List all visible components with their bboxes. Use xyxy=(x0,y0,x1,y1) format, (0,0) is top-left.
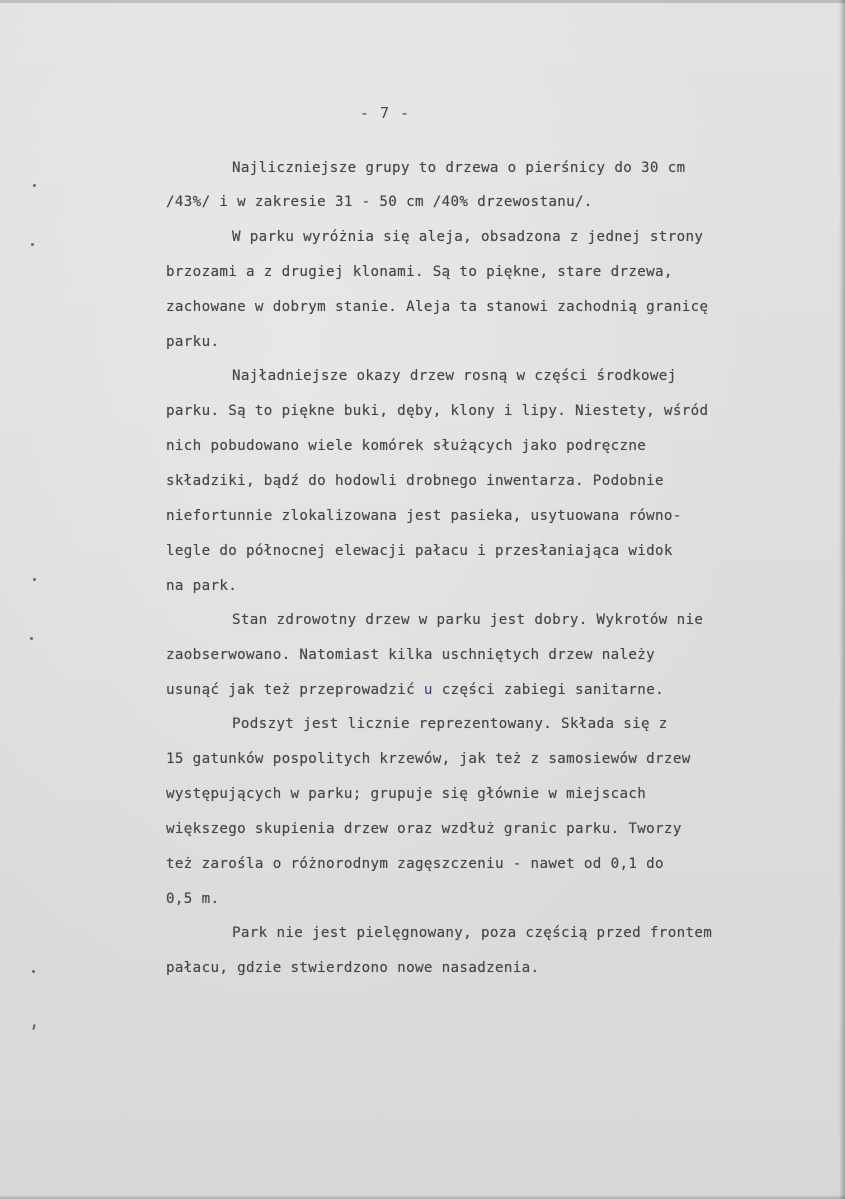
text-line: Najliczniejsze grupy to drzewa o pierśnicy do 30 cm xyxy=(232,160,686,176)
margin-speck xyxy=(33,184,36,187)
text-line: pałacu, gdzie stwierdzono nowe nasadzenia. xyxy=(166,960,540,976)
text-line: parku. xyxy=(166,334,220,350)
text-line: składziki, bądź do hodowli drobnego inwentarza. Podobnie xyxy=(166,473,664,489)
margin-speck xyxy=(32,1024,35,1030)
text-line: Park nie jest pielęgnowany, poza częścią przed frontem xyxy=(232,925,713,941)
margin-speck xyxy=(33,578,36,581)
text-segment: części zabiegi sanitarne. xyxy=(441,682,664,698)
margin-speck xyxy=(30,637,33,640)
text-line: 15 gatunków pospolitych krzewów, jak też z samosiewów drzew xyxy=(166,751,691,767)
handwritten-insert: u xyxy=(423,682,433,698)
page-number: - 7 - xyxy=(359,104,411,122)
text-line: większego skupienia drzew oraz wzdłuż granic parku. Tworzy xyxy=(166,821,682,837)
text-line: zachowane w dobrym stanie. Aleja ta stanowi zachodnią granicę xyxy=(166,299,709,315)
scan-bottom-edge xyxy=(0,1195,845,1199)
text-line: W parku wyróżnia się aleja, obsadzona z jednej strony xyxy=(232,229,704,245)
text-line: Stan zdrowotny drzew w parku jest dobry. Wykrotów nie xyxy=(232,612,704,628)
scan-top-edge xyxy=(0,0,845,3)
text-line: legle do północnej elewacji pałacu i przesłaniająca widok xyxy=(166,543,673,559)
margin-speck xyxy=(32,970,35,973)
text-line: na park. xyxy=(166,578,238,594)
text-line: też zarośla o różnorodnym zagęszczeniu - nawet od 0,1 do xyxy=(166,856,664,872)
margin-speck xyxy=(31,243,34,246)
text-line xyxy=(166,682,664,698)
text-line: zaobserwowano. Natomiast kilka uschniętych drzew należy xyxy=(166,647,656,663)
text-line: Podszyt jest licznie reprezentowany. Składa się z xyxy=(232,716,668,732)
text-segment: usunąć jak też przeprowadzić xyxy=(166,682,415,698)
text-line: występujących w parku; grupuje się głównie w miejscach xyxy=(166,786,647,802)
text-line: /43%/ i w zakresie 31 - 50 cm /40% drzewostanu/. xyxy=(166,194,593,210)
text-line: niefortunnie zlokalizowana jest pasieka, usytuowana równo- xyxy=(166,508,682,524)
text-line: parku. Są to piękne buki, dęby, klony i lipy. Niestety, wśród xyxy=(166,403,709,419)
text-line: nich pobudowano wiele komórek służących jako podręczne xyxy=(166,438,647,454)
text-line: Najładniejsze okazy drzew rosną w części środkowej xyxy=(232,368,677,384)
text-line: brzozami a z drugiej klonami. Są to piękne, stare drzewa, xyxy=(166,264,673,280)
scan-right-edge xyxy=(839,0,845,1199)
text-line: 0,5 m. xyxy=(166,891,220,907)
